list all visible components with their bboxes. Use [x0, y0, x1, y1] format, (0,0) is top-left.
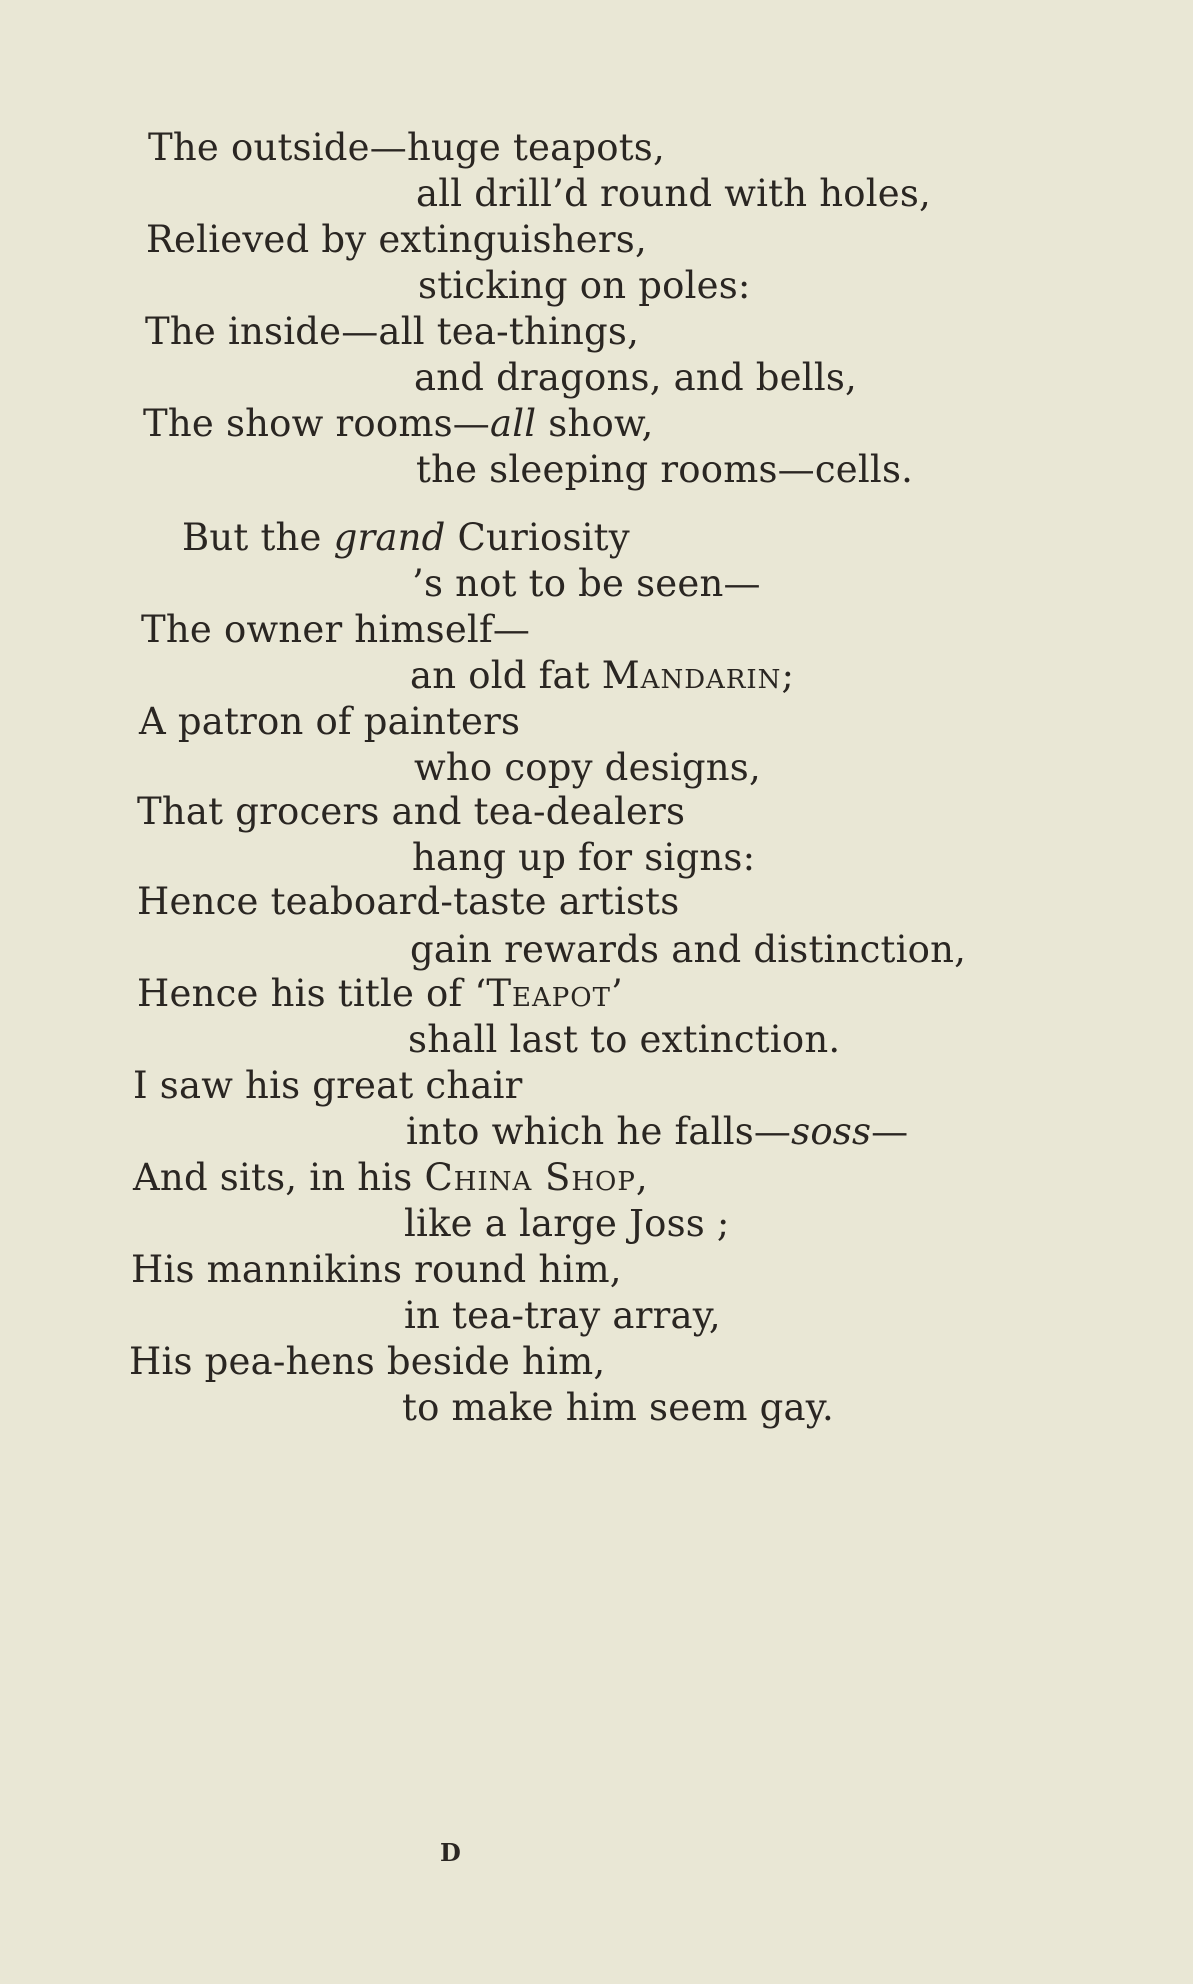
verse-line: [129, 1340, 605, 1384]
verse-text: ’: [610, 972, 623, 1015]
verse-text: But the: [182, 516, 334, 559]
verse-line: [137, 790, 685, 834]
verse-line: [133, 1064, 523, 1108]
verse-text: Relieved by extinguishers,: [146, 218, 647, 261]
verse-line: [416, 172, 931, 216]
verse-text: ’s not to be seen—: [412, 562, 761, 605]
verse-text: all drill’d round with holes,: [416, 172, 931, 215]
smallcaps-word: Teapot: [486, 972, 611, 1015]
signature-mark: D: [440, 1838, 462, 1867]
verse-line: [404, 1294, 721, 1338]
verse-text: The inside—all tea-things,: [145, 310, 640, 353]
verse-text: shall last to extinction.: [408, 1018, 841, 1061]
verse-line: [146, 218, 647, 262]
verse-line: [131, 1248, 622, 1292]
verse-text: —: [871, 1110, 909, 1153]
verse-line: [145, 310, 639, 354]
verse-text: and dragons, and bells,: [414, 356, 857, 399]
verse-text: His pea-hens beside him,: [129, 1340, 606, 1383]
verse-line: [414, 746, 761, 790]
italic-word: soss: [791, 1110, 872, 1153]
verse-text: ,: [635, 1156, 648, 1199]
verse-text: His mannikins round him,: [131, 1248, 622, 1291]
verse-text: Curiosity: [445, 516, 630, 559]
verse-text: That grocers and tea-dealers: [137, 790, 686, 833]
italic-word: grand: [333, 516, 446, 559]
verse-line: [182, 516, 630, 560]
verse-line: [137, 880, 679, 924]
verse-line: [410, 654, 794, 698]
verse-line: [418, 264, 751, 308]
verse-line: [412, 836, 755, 880]
verse-text: And sits, in his: [133, 1156, 425, 1199]
verse-text: Hence teaboard-taste artists: [137, 880, 680, 923]
verse-line: [408, 1018, 840, 1062]
verse-text: sticking on poles:: [418, 264, 751, 307]
verse-line: [416, 448, 913, 492]
verse-text: gain rewards and distinction,: [410, 928, 967, 971]
verse-text: an old fat: [410, 654, 602, 697]
verse-line: [133, 1156, 648, 1200]
verse-text: into which he falls—: [406, 1110, 792, 1153]
verse-text: who copy designs,: [414, 746, 761, 789]
verse-line: [143, 402, 653, 446]
verse-text: The show rooms—: [143, 402, 491, 445]
verse-text: the sleeping rooms—cells.: [416, 448, 914, 491]
verse-text: ;: [781, 654, 795, 697]
verse-text: Hence his title of ‘: [137, 972, 487, 1015]
verse-text: to make him seem gay.: [402, 1386, 834, 1429]
verse-line: [402, 1386, 834, 1430]
verse-text: The outside—huge teapots,: [148, 126, 665, 169]
verse-text: hang up for signs:: [412, 836, 756, 879]
verse-line: [404, 1202, 730, 1246]
verse-text: like a large Joss ;: [404, 1202, 730, 1245]
verse-line: [406, 1110, 908, 1154]
verse-text: I saw his great chair: [133, 1064, 523, 1107]
verse-text: A patron of painters: [139, 700, 521, 743]
verse-text: show,: [536, 402, 654, 445]
verse-line: [412, 562, 761, 606]
smallcaps-word: Mandarin: [601, 654, 782, 697]
smallcaps-word: China Shop: [424, 1156, 636, 1199]
italic-word: all: [490, 402, 537, 445]
verse-line: [139, 700, 520, 744]
verse-text: The owner himself—: [141, 608, 531, 651]
verse-line: [141, 608, 530, 652]
verse-line: [137, 972, 623, 1016]
verse-line: [410, 928, 966, 972]
verse-line: [148, 126, 665, 170]
verse-line: [414, 356, 857, 400]
verse-text: in tea-tray array,: [404, 1294, 721, 1337]
